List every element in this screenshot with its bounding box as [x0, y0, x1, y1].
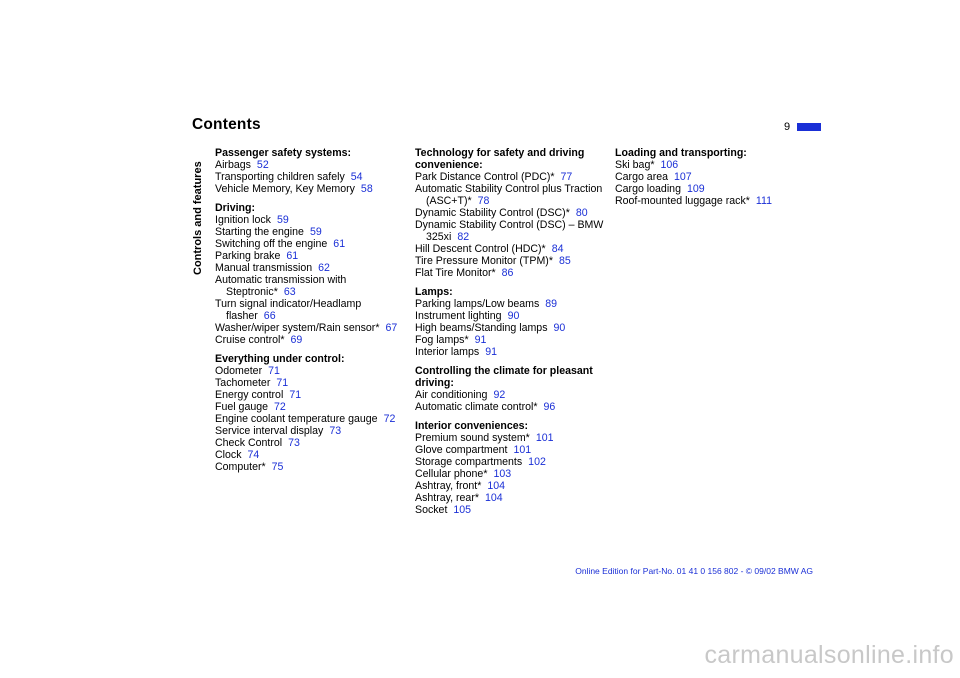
toc-page-link[interactable]: 62: [318, 262, 330, 274]
toc-entry[interactable]: [215, 274, 405, 298]
toc-column-2: [415, 147, 605, 523]
toc-entry-label: Starting the engine: [215, 226, 304, 238]
toc-entry[interactable]: [415, 504, 605, 516]
toc-entry[interactable]: [215, 322, 405, 334]
toc-page-link[interactable]: 61: [286, 250, 299, 262]
toc-entry-label: Ashtray, front*: [415, 480, 482, 492]
toc-entry[interactable]: [215, 262, 405, 274]
toc-page-link[interactable]: 106: [660, 159, 679, 171]
toc-page-link[interactable]: 59: [276, 214, 289, 226]
toc-page-link[interactable]: 74: [247, 449, 260, 461]
section-title: Driving:: [215, 202, 256, 214]
toc-page-link[interactable]: 82: [457, 231, 470, 243]
toc-entry-label: Interior lamps: [415, 346, 480, 358]
toc-entry[interactable]: [215, 461, 405, 473]
toc-column-1: [215, 147, 405, 480]
toc-entry[interactable]: [215, 159, 405, 171]
toc-entry[interactable]: [415, 480, 605, 492]
toc-entry-label: Computer*: [215, 461, 266, 473]
section-title: Technology for safety and driving convenience:: [415, 147, 585, 171]
toc-page-link[interactable]: 107: [674, 171, 692, 183]
toc-entry[interactable]: [215, 365, 405, 377]
toc-page-link[interactable]: 85: [558, 255, 571, 267]
toc-entry[interactable]: [415, 310, 605, 322]
toc-entry-label: Dynamic Stability Control (DSC) – BMW 325xi: [415, 219, 604, 243]
toc-entry-label: Cellular phone*: [415, 468, 488, 480]
toc-entry[interactable]: [215, 437, 405, 449]
side-tab-label: Controls and features: [192, 161, 204, 275]
toc-entry[interactable]: [415, 219, 605, 243]
page-title: Contents: [192, 116, 261, 133]
toc-page-link[interactable]: 90: [507, 310, 520, 322]
toc-page-link[interactable]: 71: [268, 365, 280, 377]
toc-page-link[interactable]: 52: [256, 159, 269, 171]
page-number: 9: [784, 121, 791, 133]
toc-entry-label: Cargo area: [615, 171, 668, 183]
toc-page-link[interactable]: 71: [276, 377, 289, 389]
toc-entry-label: Parking brake: [215, 250, 281, 262]
toc-page-link[interactable]: 101: [535, 432, 554, 444]
toc-entry[interactable]: [615, 195, 805, 207]
section-title: Controlling the climate for pleasant driving:: [415, 365, 593, 389]
toc-entry[interactable]: [215, 226, 405, 238]
toc-section: [415, 420, 605, 516]
toc-entry-label: Vehicle Memory, Key Memory: [215, 183, 355, 195]
toc-entry-label: Socket: [415, 504, 448, 516]
toc-page-link[interactable]: 63: [283, 286, 296, 298]
toc-entry[interactable]: [215, 401, 405, 413]
toc-entry[interactable]: [415, 456, 605, 468]
toc-entry[interactable]: [215, 449, 405, 461]
toc-entry-label: High beams/Standing lamps: [415, 322, 548, 334]
toc-entry-label: Automatic Stability Control plus Traction (ASC+T)*: [415, 183, 603, 207]
toc-entry-label: Engine coolant temperature gauge: [215, 413, 378, 425]
toc-page-link[interactable]: 71: [289, 389, 302, 401]
toc-entry-label: Cargo loading: [615, 183, 681, 195]
toc-entry-label: Ashtray, rear*: [415, 492, 479, 504]
toc-entry[interactable]: [215, 377, 405, 389]
toc-entry[interactable]: [615, 183, 805, 195]
toc-page-link[interactable]: 80: [575, 207, 588, 219]
toc-entry[interactable]: [415, 255, 605, 267]
toc-entry[interactable]: [415, 298, 605, 310]
toc-section: [415, 365, 605, 413]
toc-page-link[interactable]: 92: [493, 389, 506, 401]
toc-page-link[interactable]: 104: [484, 492, 503, 504]
toc-page-link[interactable]: 72: [274, 401, 286, 413]
toc-page-link[interactable]: 73: [288, 437, 300, 449]
toc-page-link[interactable]: 101: [513, 444, 532, 456]
toc-entry[interactable]: [415, 432, 605, 444]
toc-entry-label: Tire Pressure Monitor (TPM)*: [415, 255, 553, 267]
toc-entry[interactable]: [215, 389, 405, 401]
toc-page-link[interactable]: 69: [290, 334, 303, 346]
toc-page-link[interactable]: 78: [477, 195, 490, 207]
toc-page-link[interactable]: 105: [453, 504, 472, 516]
toc-section: [215, 202, 405, 346]
toc-entry[interactable]: [215, 171, 405, 183]
toc-page-link[interactable]: 90: [553, 322, 566, 334]
toc-entry[interactable]: [415, 334, 605, 346]
toc-entry-label: Air conditioning: [415, 389, 488, 401]
toc-entry[interactable]: [415, 183, 605, 207]
toc-entry-label: Ski bag*: [615, 159, 655, 171]
toc-entry-label: Fog lamps*: [415, 334, 469, 346]
toc-entry[interactable]: [215, 413, 405, 425]
toc-section: [215, 353, 405, 473]
toc-entry[interactable]: [415, 267, 605, 279]
toc-entry[interactable]: [215, 214, 405, 226]
toc-entry-label: Turn signal indicator/Headlamp flasher: [215, 298, 362, 322]
toc-entry[interactable]: [415, 322, 605, 334]
toc-entry-label: Hill Descent Control (HDC)*: [415, 243, 546, 255]
toc-entry-label: Switching off the engine: [215, 238, 328, 250]
footer-edition-note: Online Edition for Part-No. 01 41 0 156 802 - © 09/02 BMW AG: [575, 566, 813, 576]
toc-section: [415, 286, 605, 358]
toc-entry[interactable]: [215, 183, 405, 195]
toc-entry[interactable]: [415, 346, 605, 358]
toc-entry[interactable]: [415, 207, 605, 219]
toc-page-link[interactable]: 73: [329, 425, 342, 437]
toc-entry-label: Clock: [215, 449, 242, 461]
section-side-tab: [192, 150, 205, 275]
toc-page-link[interactable]: 89: [545, 298, 558, 310]
toc-entry-label: Manual transmission: [215, 262, 313, 274]
toc-entry-label: Ignition lock: [215, 214, 271, 226]
section-title: Everything under control:: [215, 353, 345, 365]
toc-page-link[interactable]: 86: [501, 267, 514, 279]
toc-entry[interactable]: [215, 238, 405, 250]
section-title: Loading and transporting:: [615, 147, 747, 159]
toc-entry-label: Roof-mounted luggage rack*: [615, 195, 750, 207]
toc-page-link[interactable]: 111: [755, 195, 772, 207]
toc-entry[interactable]: [415, 468, 605, 480]
toc-page-link[interactable]: 72: [383, 413, 396, 425]
toc-entry-label: Check Control: [215, 437, 283, 449]
toc-page-link[interactable]: 58: [360, 183, 373, 195]
toc-page-link[interactable]: 104: [487, 480, 506, 492]
toc-page-link[interactable]: 77: [560, 171, 573, 183]
toc-entry[interactable]: [215, 334, 405, 346]
toc-entry[interactable]: [415, 243, 605, 255]
section-title: Lamps:: [415, 286, 453, 298]
toc-entry[interactable]: [415, 492, 605, 504]
toc-entry[interactable]: [215, 250, 405, 262]
toc-column-3: [615, 147, 805, 214]
toc-entry-label: Premium sound system*: [415, 432, 530, 444]
section-title: Passenger safety systems:: [215, 147, 352, 159]
toc-entry-label: Park Distance Control (PDC)*: [415, 171, 555, 183]
toc-entry-label: Parking lamps/Low beams: [415, 298, 540, 310]
toc-entry-label: Odometer: [215, 365, 263, 377]
toc-entry-label: Glove compartment: [415, 444, 508, 456]
toc-entry-label: Flat Tire Monitor*: [415, 267, 496, 279]
toc-page-link[interactable]: 91: [474, 334, 487, 346]
toc-entry-label: Instrument lighting: [415, 310, 502, 322]
watermark: carmanualsonline.info: [704, 641, 954, 669]
toc-entry[interactable]: [215, 425, 405, 437]
toc-entry-label: Service interval display: [215, 425, 324, 437]
toc-page-link[interactable]: 102: [528, 456, 546, 468]
toc-section: [215, 147, 405, 195]
toc-entry-label: Transporting children safely: [215, 171, 345, 183]
toc-entry-label: Tachometer: [215, 377, 271, 389]
toc-page-link[interactable]: 91: [485, 346, 497, 358]
toc-page-link[interactable]: 61: [333, 238, 346, 250]
toc-section: [615, 147, 805, 207]
page-marker-bar: [797, 123, 821, 131]
toc-entry[interactable]: [415, 444, 605, 456]
toc-entry-label: Airbags: [215, 159, 251, 171]
toc-page-link[interactable]: 96: [543, 401, 556, 413]
toc-page-link[interactable]: 54: [350, 171, 363, 183]
toc-section: [415, 147, 605, 279]
toc-entry[interactable]: [615, 171, 805, 183]
toc-page-link[interactable]: 109: [686, 183, 705, 195]
toc-entry[interactable]: [415, 389, 605, 401]
toc-page-link[interactable]: 75: [271, 461, 284, 473]
toc-entry-label: Storage compartments: [415, 456, 523, 468]
toc-entry[interactable]: [215, 298, 405, 322]
toc-page-link[interactable]: 59: [309, 226, 322, 238]
toc-entry-label: Washer/wiper system/Rain sensor*: [215, 322, 380, 334]
toc-entry-label: Cruise control*: [215, 334, 285, 346]
toc-entry-label: Dynamic Stability Control (DSC)*: [415, 207, 570, 219]
toc-page-link[interactable]: 66: [263, 310, 276, 322]
toc-entry[interactable]: [415, 171, 605, 183]
toc-entry-label: Energy control: [215, 389, 284, 401]
toc-entry[interactable]: [415, 401, 605, 413]
section-title: Interior conveniences:: [415, 420, 529, 432]
toc-page-link[interactable]: 84: [551, 243, 564, 255]
toc-page-link[interactable]: 67: [385, 322, 398, 334]
toc-entry-label: Fuel gauge: [215, 401, 269, 413]
toc-entry-label: Automatic transmission with Steptronic*: [215, 274, 347, 298]
toc-page-link[interactable]: 103: [493, 468, 512, 480]
toc-entry[interactable]: [615, 159, 805, 171]
toc-entry-label: Automatic climate control*: [415, 401, 538, 413]
